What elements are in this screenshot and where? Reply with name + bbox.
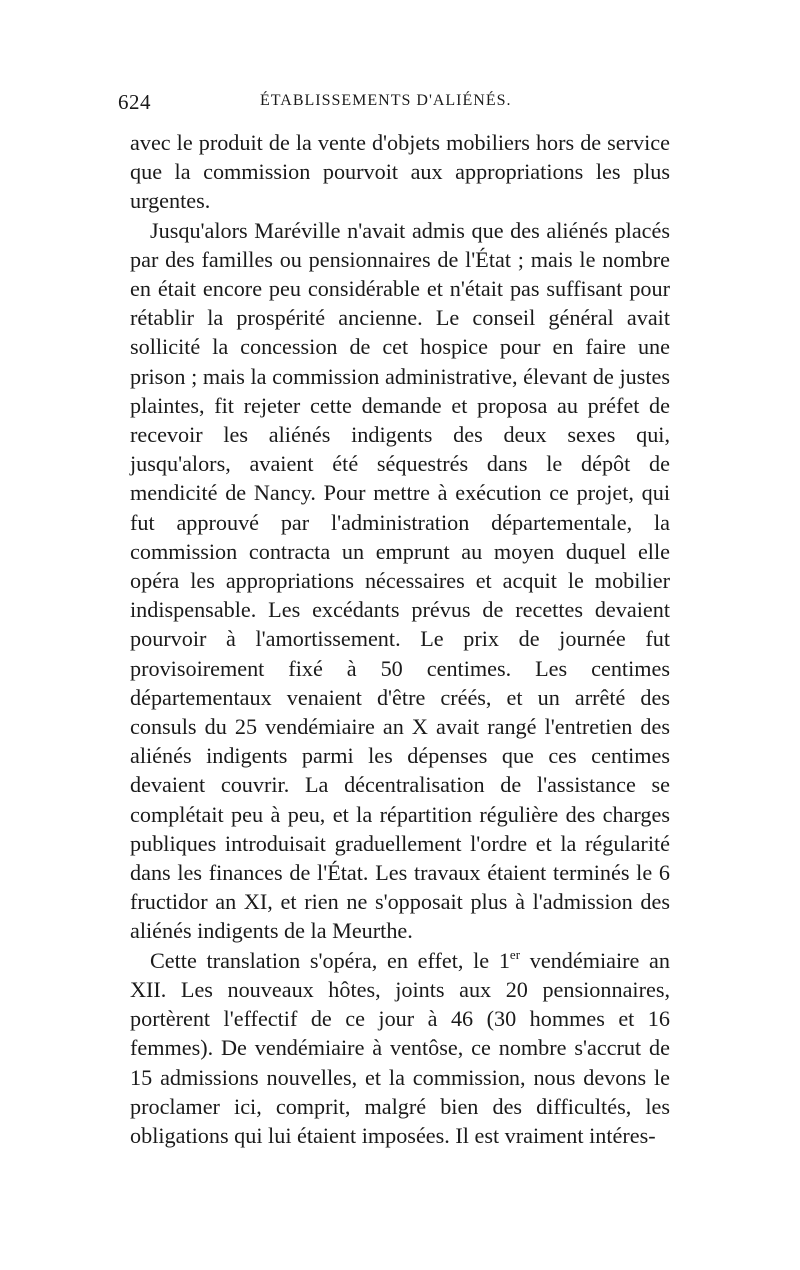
ordinal-superscript: er <box>509 946 521 962</box>
page-number: 624 <box>118 90 151 114</box>
running-head <box>118 90 670 120</box>
body-text <box>130 128 670 1150</box>
paragraph-translation-rest: vendémiaire an XII. Les nouveaux hôtes, joints aux 20 pensionnaires, portèrent l'effectif de ce jour à 46 (30 hommes et 16 femmes). De vendémiaire à ventôse, ce nombre s'accrut de 15 admissions nouvelles, et la commission, nous devons le proclamer ici, comprit, malgré bien des difficultés, les obligations qui lui étaient imposées. Il est vraiment intéres- <box>130 947 671 1148</box>
paragraph-continued: avec le produit de la vente d'objets mobiliers hors de service que la commission pourvoit aux appropriations les plus urgentes. <box>130 130 670 214</box>
paragraph-translation-start: Cette translation s'opéra, en effet, le 1 <box>150 947 510 973</box>
paragraph-translation <box>130 946 670 1150</box>
book-page <box>118 90 671 1150</box>
running-title: ÉTABLISSEMENTS D'ALIÉNÉS. <box>260 92 512 109</box>
paragraph-mareville: Jusqu'alors Maréville n'avait admis que des aliénés placés par des familles ou pensionnaires de l'État ; mais le nombre en était encore peu considérable et n'était pas suffisant pour rétablir la prospérité ancienne. Le conseil général avait sollicité la concession de cet hospice pour en faire une prison ; mais la commission administrative, élevant de justes plaintes, fit rejeter cette demande et proposa au préfet de recevoir les aliénés indigents des deux sexes qui, jusqu'alors, avaient été séquestrés dans le dépôt de mendicité de Nancy. Pour mettre à exécution ce projet, qui fut approuvé par l'administration départementale, la commission contracta un emprunt au moyen duquel elle opéra les appropriations nécessaires et acquit le mobilier indispensable. Les excédants prévus de recettes devaient pourvoir à l'amortissement. Le prix de journée fut provisoirement fixé à 50 centimes. Les centimes départementaux venaient d'être créés, et un arrêté des consuls du 25 vendémiaire an X avait rangé l'entretien des aliénés indigents parmi les dépenses que ces centimes devaient couvrir. La décentralisation de l'assistance se complétait peu à peu, et la répartition régulière des charges publiques introduisait graduellement l'ordre et la régularité dans les finances de l'État. Les travaux étaient terminés le 6 fructidor an XI, et rien ne s'opposait plus à l'admission des aliénés indigents de la Meurthe. <box>130 217 670 944</box>
